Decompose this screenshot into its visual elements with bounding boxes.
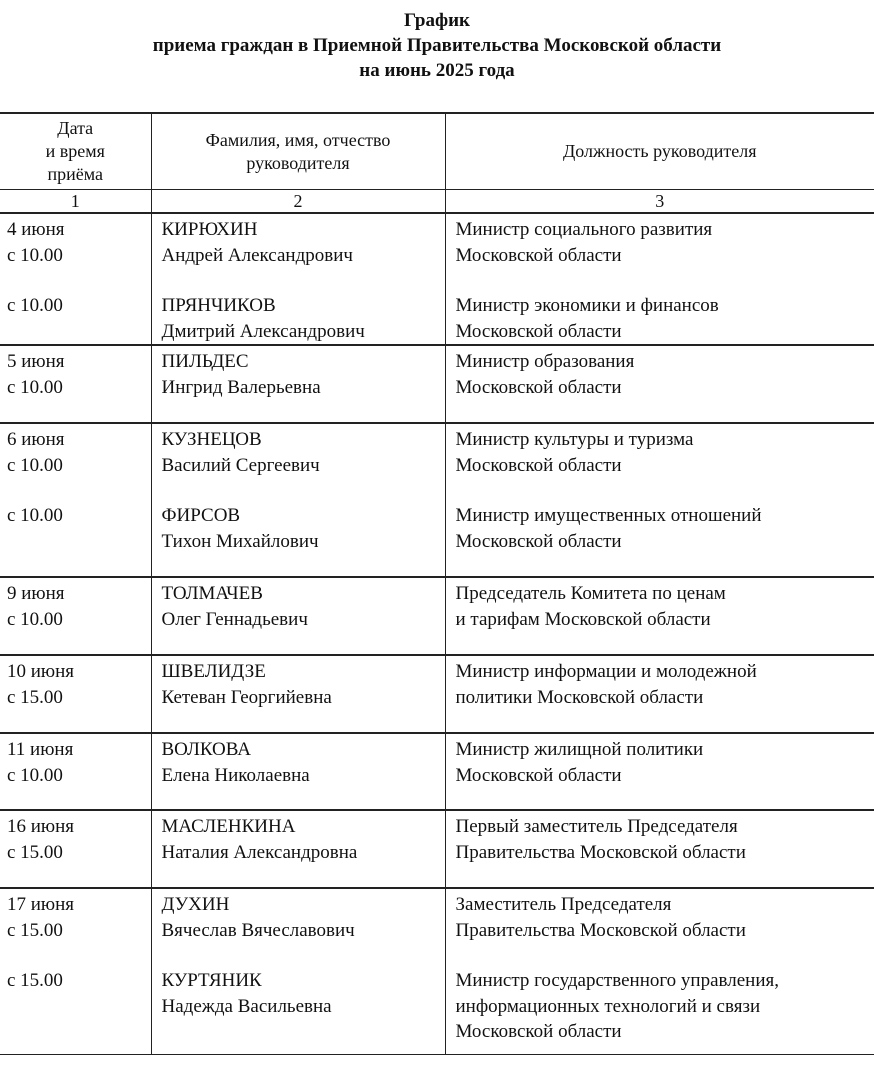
table-row bbox=[0, 733, 874, 810]
date-cell: 16 июня с 15.00 bbox=[0, 810, 151, 888]
schedule-table bbox=[0, 112, 874, 1055]
position-cell: Министр информации и молодежной политики Московской области bbox=[445, 655, 874, 733]
name-cell: ДУХИН Вячеслав Вячеславович КУРТЯНИК Надежда Васильевна bbox=[151, 888, 445, 1054]
header-position: Должность руководителя bbox=[445, 113, 874, 190]
header-date-time: Дата и время приёма bbox=[0, 113, 151, 190]
column-number: 2 bbox=[151, 190, 445, 214]
name-cell: ПИЛЬДЕС Ингрид Валерьевна bbox=[151, 345, 445, 423]
table-row bbox=[0, 888, 874, 1054]
name-cell: ШВЕЛИДЗЕ Кетеван Георгийевна bbox=[151, 655, 445, 733]
column-number: 3 bbox=[445, 190, 874, 214]
position-cell: Заместитель Председателя Правительства Московской области Министр государственного управления, информационных технологий и связи Московской области bbox=[445, 888, 874, 1054]
table-row bbox=[0, 345, 874, 423]
column-number-row bbox=[0, 190, 874, 214]
table-row bbox=[0, 423, 874, 577]
name-cell: КИРЮХИН Андрей Александрович ПРЯНЧИКОВ Дмитрий Александрович bbox=[151, 213, 445, 345]
table-row bbox=[0, 810, 874, 888]
position-cell: Председатель Комитета по ценам и тарифам Московской области bbox=[445, 577, 874, 655]
date-cell: 4 июня с 10.00 с 10.00 bbox=[0, 213, 151, 345]
table-row bbox=[0, 577, 874, 655]
name-cell: ТОЛМАЧЕВ Олег Геннадьевич bbox=[151, 577, 445, 655]
position-cell: Министр жилищной политики Московской области bbox=[445, 733, 874, 810]
date-cell: 17 июня с 15.00 с 15.00 bbox=[0, 888, 151, 1054]
name-cell: МАСЛЕНКИНА Наталия Александровна bbox=[151, 810, 445, 888]
date-cell: 11 июня с 10.00 bbox=[0, 733, 151, 810]
title-line-1: График bbox=[404, 10, 470, 31]
header-row bbox=[0, 113, 874, 190]
document-title bbox=[0, 8, 874, 83]
name-cell: ВОЛКОВА Елена Николаевна bbox=[151, 733, 445, 810]
table-row bbox=[0, 655, 874, 733]
position-cell: Министр образования Московской области bbox=[445, 345, 874, 423]
date-cell: 6 июня с 10.00 с 10.00 bbox=[0, 423, 151, 577]
table-row bbox=[0, 213, 874, 345]
header-full-name: Фамилия, имя, отчество руководителя bbox=[151, 113, 445, 190]
date-cell: 9 июня с 10.00 bbox=[0, 577, 151, 655]
column-number: 1 bbox=[0, 190, 151, 214]
title-line-2: приема граждан в Приемной Правительства Московской области bbox=[152, 35, 722, 56]
date-cell: 5 июня с 10.00 bbox=[0, 345, 151, 423]
title-line-3: на июнь 2025 года bbox=[359, 60, 515, 81]
name-cell: КУЗНЕЦОВ Василий Сергеевич ФИРСОВ Тихон Михайлович bbox=[151, 423, 445, 577]
position-cell: Министр культуры и туризма Московской области Министр имущественных отношений Московской области bbox=[445, 423, 874, 577]
position-cell: Первый заместитель Председателя Правительства Московской области bbox=[445, 810, 874, 888]
position-cell: Министр социального развития Московской области Министр экономики и финансов Московской области bbox=[445, 213, 874, 345]
date-cell: 10 июня с 15.00 bbox=[0, 655, 151, 733]
